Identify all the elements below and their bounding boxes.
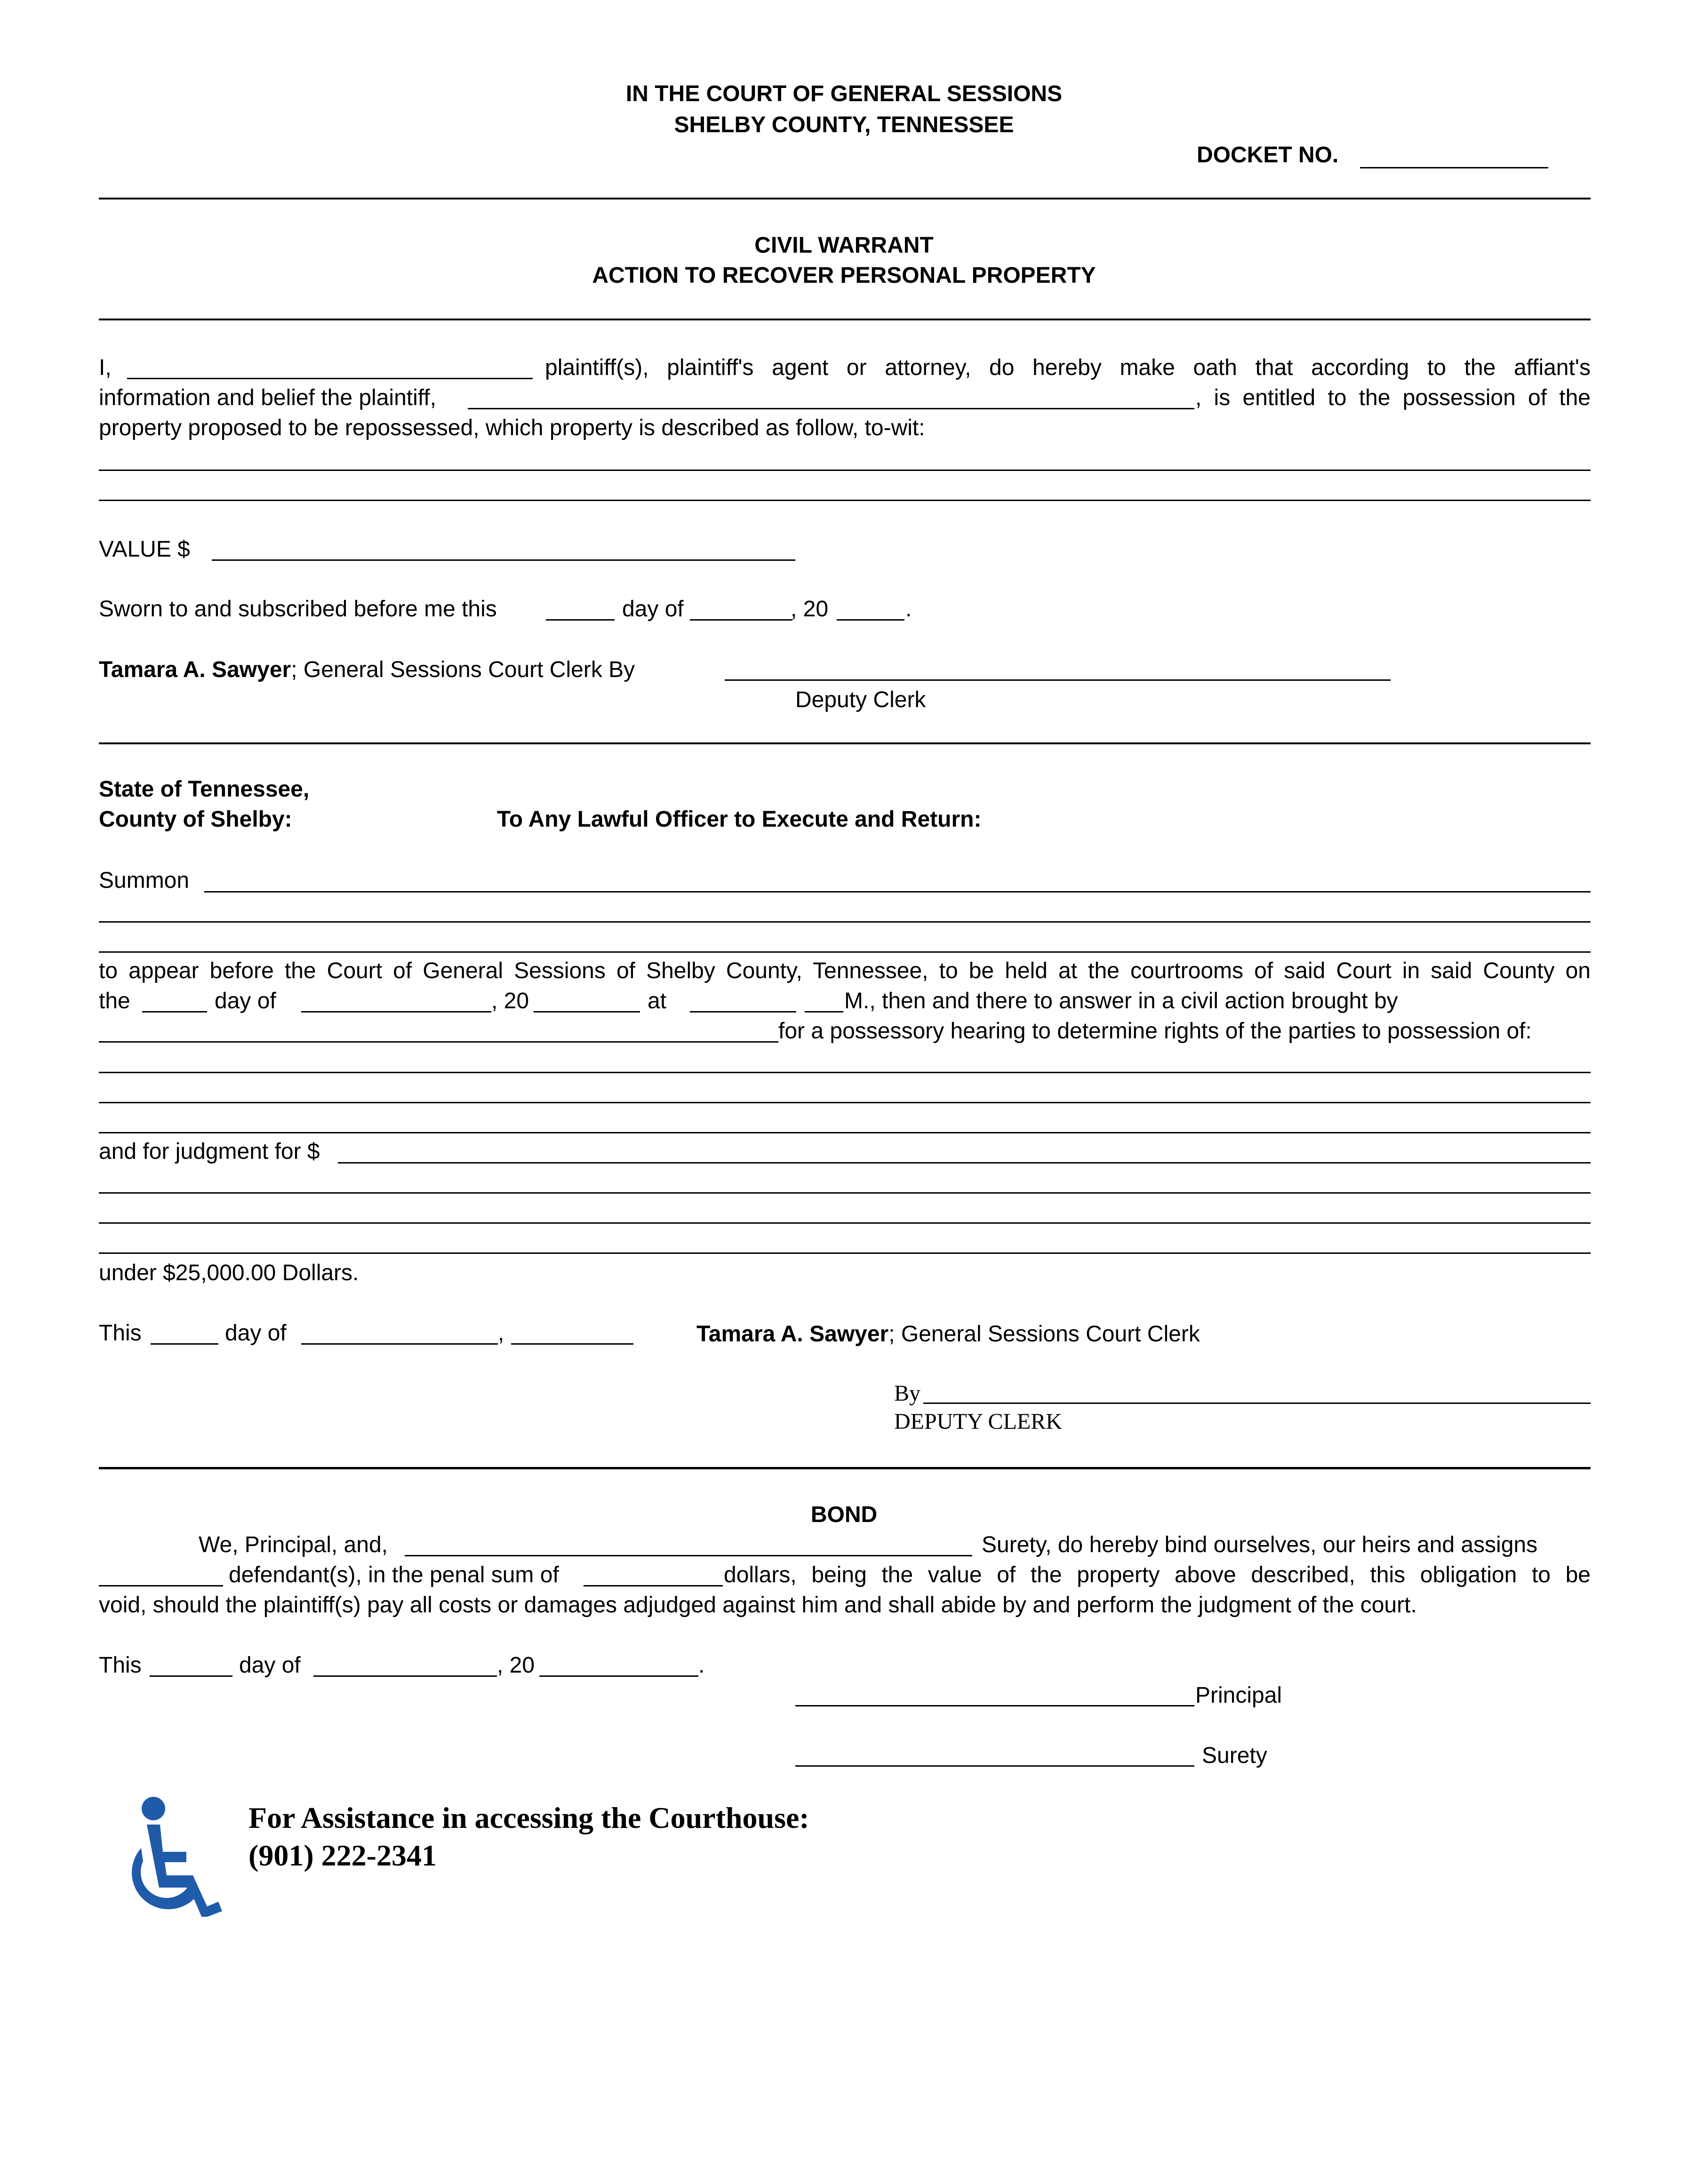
surety-signature-field[interactable]: [795, 1765, 1194, 1767]
deputy-signature-field[interactable]: [725, 679, 1391, 681]
bond-day-of: day of: [239, 1653, 301, 1678]
possession-line[interactable]: [99, 1132, 1591, 1133]
surety-name-field[interactable]: [405, 1555, 972, 1556]
divider: [99, 198, 1591, 199]
summons-clerk-title: ; General Sessions Court Clerk: [888, 1322, 1200, 1347]
principal-signature-field[interactable]: [795, 1705, 1194, 1706]
bond-we-text: We, Principal, and,: [199, 1532, 388, 1557]
bond-period: .: [698, 1653, 705, 1678]
divider: [99, 742, 1591, 744]
oath-text: plaintiff(s), plaintiff's agent or attorney, do hereby make oath that according to the affiant's: [545, 355, 1591, 380]
summons-clerk: [696, 1321, 1200, 1347]
appear-text: to appear before the Court of General Sessions of Shelby County, Tennessee, to be held at the courtrooms of said Court in said County on: [99, 958, 1591, 983]
appear-month-field[interactable]: [301, 1011, 491, 1012]
deputy-clerk-signature-field[interactable]: [923, 1403, 1591, 1404]
bond-this-label: This: [99, 1653, 142, 1678]
appear-ampm-field[interactable]: [805, 1011, 843, 1012]
appear-day-of: day of: [215, 988, 276, 1013]
penal-sum-field[interactable]: [584, 1585, 723, 1586]
bond-dollars-text: dollars, being the value of the property above described, this obligation to be: [724, 1562, 1591, 1587]
sworn-period: .: [905, 597, 912, 622]
sworn-text: Sworn to and subscribed before me this: [99, 597, 497, 622]
sworn-month-field[interactable]: [690, 619, 792, 621]
docket-label: DOCKET NO.: [1197, 143, 1339, 167]
assistance-text: For Assistance in accessing the Courthouse:: [248, 1801, 809, 1834]
summon-line[interactable]: [99, 921, 1591, 923]
bond-defendant-text: defendant(s), in the penal sum of: [229, 1562, 559, 1587]
judgment-line[interactable]: [99, 1252, 1591, 1254]
this-label: This: [99, 1321, 142, 1346]
bond-surety-text: Surety, do hereby bind ourselves, our heirs and assigns: [982, 1532, 1538, 1557]
summons-comma: ,: [498, 1321, 504, 1346]
summons-day-of: day of: [225, 1321, 287, 1346]
property-description-line[interactable]: [99, 500, 1591, 501]
by-label: By: [894, 1381, 921, 1406]
summons-clerk-name: Tamara A. Sawyer: [696, 1322, 889, 1347]
judgment-label: and for judgment for $: [99, 1139, 320, 1164]
at-label: at: [648, 988, 667, 1013]
value-label: VALUE $: [99, 537, 190, 562]
assistance-phone[interactable]: (901) 222-2341: [248, 1839, 437, 1872]
sworn-year-field[interactable]: [837, 619, 904, 621]
property-text: property proposed to be repossessed, which property is described as follow, to-wit:: [99, 415, 925, 440]
judgment-line[interactable]: [99, 1222, 1591, 1224]
summons-day-field[interactable]: [151, 1343, 218, 1345]
m-text: M., then and there to answer in a civil action brought by: [844, 988, 1398, 1013]
summon-label: Summon: [99, 868, 190, 893]
divider: [99, 319, 1591, 320]
docket-number-field[interactable]: [1360, 167, 1548, 168]
appear-year-field[interactable]: [534, 1011, 640, 1012]
court-name: IN THE COURT OF GENERAL SESSIONS: [625, 81, 1063, 106]
under-text: under $25,000.00 Dollars.: [99, 1260, 359, 1285]
appear-twenty: , 20: [491, 988, 529, 1013]
bond-day-field[interactable]: [150, 1675, 232, 1677]
appear-day-field[interactable]: [142, 1011, 207, 1012]
court-county: SHELBY COUNTY, TENNESSEE: [674, 112, 1014, 137]
officer-label: To Any Lawful Officer to Execute and Return:: [497, 807, 982, 832]
possession-line[interactable]: [99, 1072, 1591, 1073]
summons-year-field[interactable]: [511, 1343, 633, 1345]
judgment-line[interactable]: [99, 1192, 1591, 1194]
defendant-field[interactable]: [99, 1585, 223, 1586]
affiant-i-label: I,: [99, 355, 112, 380]
value-field[interactable]: [212, 559, 795, 561]
clerk-title: ; General Sessions Court Clerk By: [291, 657, 635, 682]
entitled-text: , is entitled to the possession of the: [1195, 385, 1591, 410]
plaintiff-name-field[interactable]: [468, 408, 1194, 409]
property-description-line[interactable]: [99, 470, 1591, 471]
form-title: CIVIL WARRANT: [754, 233, 934, 258]
divider: [99, 1467, 1591, 1469]
summon-field[interactable]: [204, 891, 1591, 893]
plaintiff-action-field[interactable]: [99, 1041, 778, 1043]
sworn-day-field[interactable]: [546, 619, 615, 621]
principal-label: Principal: [1195, 1683, 1282, 1708]
bond-month-field[interactable]: [313, 1675, 497, 1677]
summon-line[interactable]: [99, 951, 1591, 953]
bond-twenty: , 20: [497, 1653, 535, 1678]
wheelchair-icon: [114, 1795, 222, 1917]
plaintiff-label: information and belief the plaintiff,: [99, 385, 436, 410]
clerk-signature-line: [99, 657, 635, 683]
surety-label: Surety: [1202, 1743, 1267, 1768]
clerk-name: Tamara A. Sawyer: [99, 657, 291, 682]
sworn-day-of: day of: [622, 597, 684, 622]
appear-time-field[interactable]: [690, 1011, 796, 1012]
summons-month-field[interactable]: [301, 1343, 498, 1345]
sworn-twenty: , 20: [791, 597, 829, 622]
possession-line[interactable]: [99, 1102, 1591, 1103]
bond-void-text: void, should the plaintiff(s) pay all costs or damages adjudged against him and shall abide by and perform the judgment of the court.: [99, 1593, 1417, 1618]
hearing-text: for a possessory hearing to determine rights of the parties to possession of:: [778, 1019, 1532, 1044]
form-subtitle: ACTION TO RECOVER PERSONAL PROPERTY: [592, 263, 1096, 288]
the-label: the: [99, 988, 130, 1013]
affiant-name-field[interactable]: [127, 378, 533, 379]
deputy-clerk-label: Deputy Clerk: [795, 687, 926, 712]
bond-heading: BOND: [810, 1502, 878, 1527]
state-label: State of Tennessee,: [99, 777, 310, 802]
judgment-field[interactable]: [338, 1162, 1591, 1164]
bond-year-field[interactable]: [539, 1675, 698, 1677]
deputy-clerk-label: DEPUTY CLERK: [894, 1409, 1062, 1434]
county-label: County of Shelby:: [99, 807, 292, 832]
